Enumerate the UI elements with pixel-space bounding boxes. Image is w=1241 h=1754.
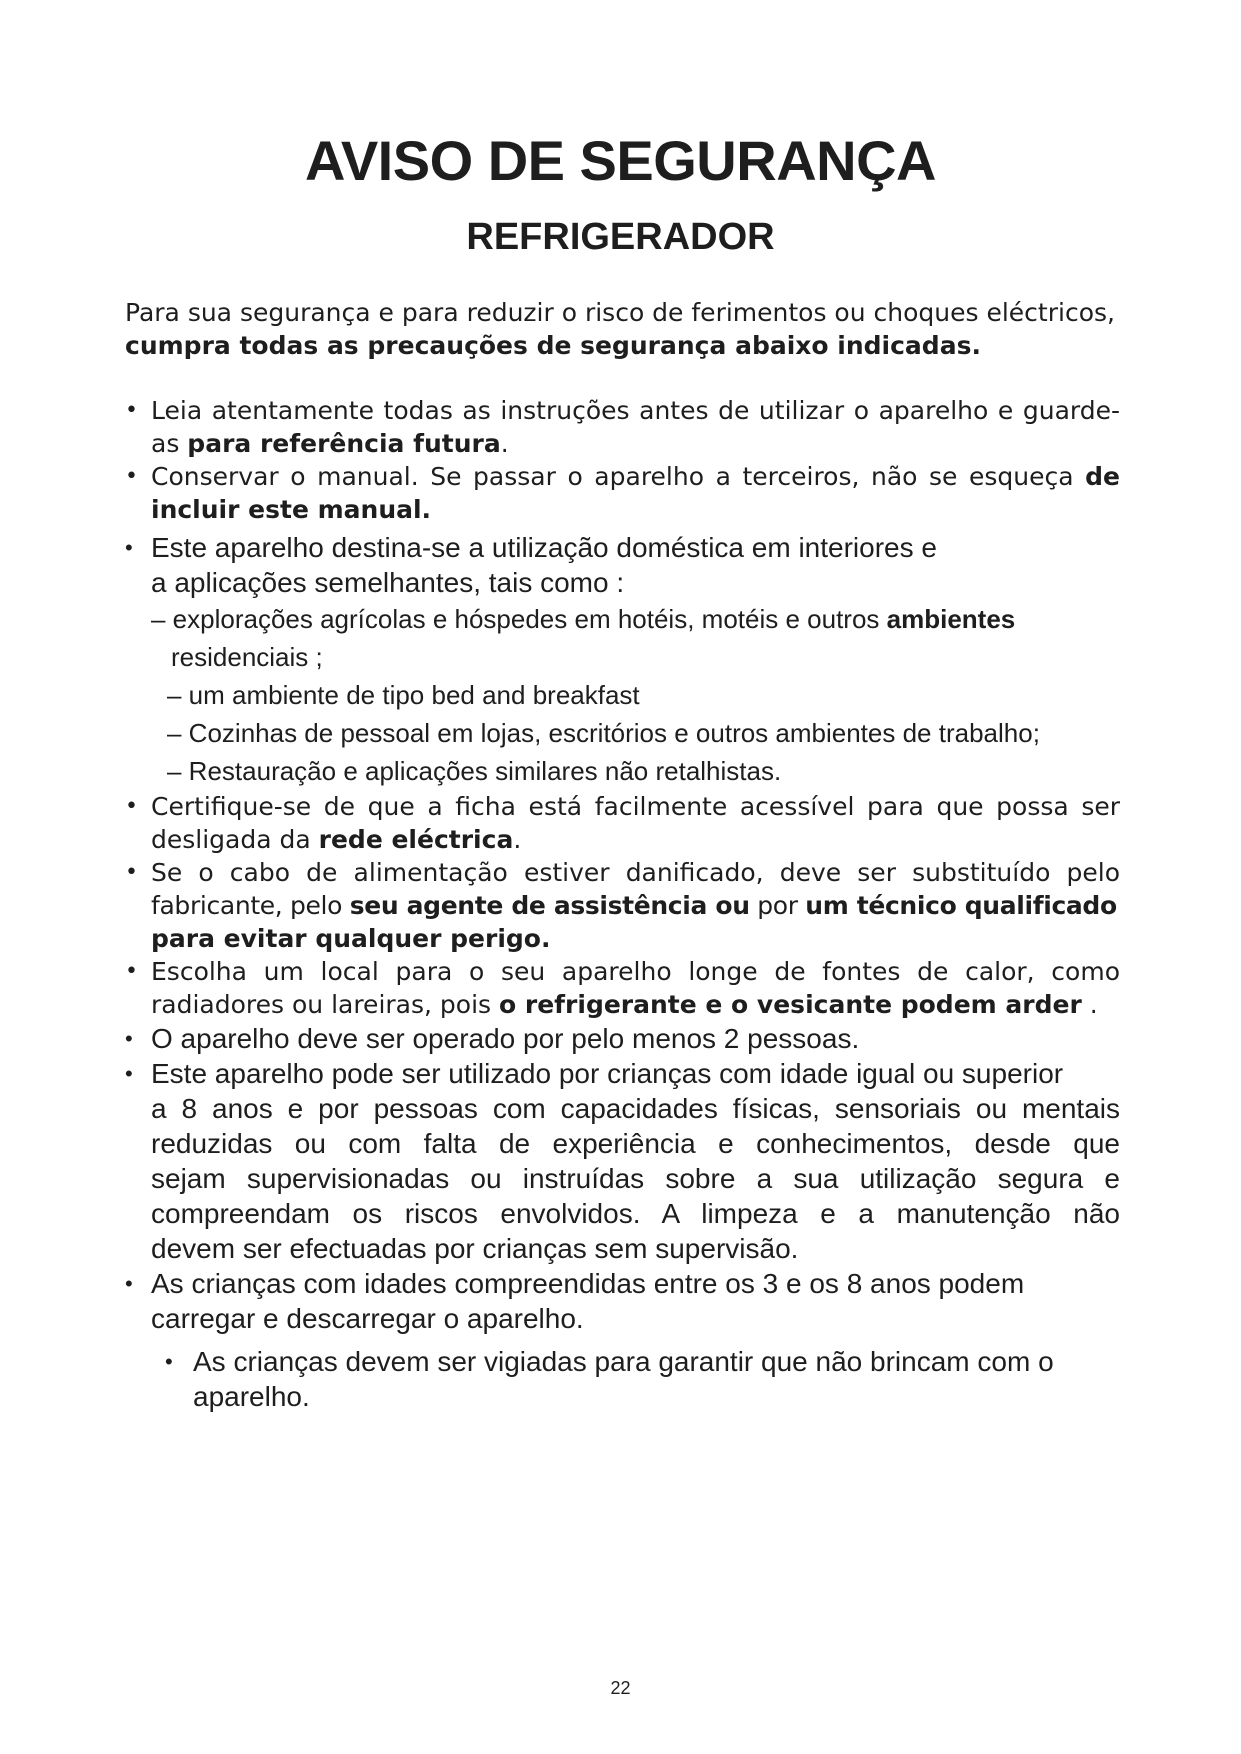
sub-list-item: – explorações agrícolas e hóspedes em hotéis, motéis e outros ambientes [151, 604, 1016, 634]
sub-list-item: – Cozinhas de pessoal em lojas, escritórios e outros ambientes de trabalho; [167, 718, 1040, 748]
sub-list-item-continued: residenciais ; [171, 642, 323, 672]
sub-list [125, 600, 1120, 790]
list-item: • Conservar o manual. Se passar o aparelho a terceiros, não se esqueça de incluir este manual. [125, 462, 1120, 524]
list-item: • Se o cabo de alimentação estiver danificado, deve ser substituído pelo fabricante, pelo seu agente de assistência ou por um técnico qualificado para evitar qualquer perigo. [125, 858, 1120, 953]
bullet-icon: • [125, 959, 138, 984]
sub-list-item: – Restauração e aplicações similares não retalhistas. [167, 756, 782, 786]
safety-list [125, 394, 1120, 1414]
bullet-icon: • [125, 1271, 133, 1296]
page-subtitle: REFRIGERADOR [466, 216, 775, 258]
bullet-icon: • [125, 535, 133, 560]
nested-list-item: • As crianças devem ser vigiadas para garantir que não brincam com o aparelho. [165, 1346, 1054, 1412]
list-item: • As crianças com idades compreendidas entre os 3 e os 8 anos podem carregar e descarregar o aparelho. [125, 1268, 1025, 1334]
bullet-icon: • [125, 1061, 133, 1086]
list-item: • Leia atentamente todas as instruções antes de utilizar o aparelho e guarde- as para referência futura. [125, 396, 1120, 458]
intro-line: Para sua segurança e para reduzir o risco de ferimentos ou choques eléctricos, [125, 298, 1115, 327]
bullet-icon: • [125, 398, 138, 423]
list-item: • Escolha um local para o seu aparelho longe de fontes de calor, como radiadores ou lareiras, pois o refrigerante e o vesicante podem arder . [125, 957, 1120, 1019]
intro-paragraph [125, 296, 1120, 362]
sub-list-item: – um ambiente de tipo bed and breakfast [167, 680, 640, 710]
list-item: • O aparelho deve ser operado por pelo menos 2 pessoas. [125, 1023, 860, 1054]
page-title: AVISO DE SEGURANÇA [305, 129, 936, 192]
bullet-icon: • [165, 1349, 173, 1374]
list-item: • Este aparelho destina-se a utilização doméstica em interiores e a aplicações semelhantes, tais como : [125, 532, 937, 598]
list-item: • Este aparelho pode ser utilizado por crianças com idade igual ou superior a 8 anos e por pessoas com capacidades físicas, sensoriais ou mentais reduzidas ou com falta de experiência e conhecimentos, desde que sejam supervisionadas ou instruídas sobre a sua utilização segura e compreendam os riscos envolvidos. A limpeza e a manutenção não devem ser efectuadas por crianças sem supervisão. [125, 1058, 1120, 1264]
page-number: 22 [610, 1678, 631, 1698]
list-item: • Certifique-se de que a ficha está facilmente acessível para que possa ser desligada da rede eléctrica. [125, 792, 1120, 854]
bullet-icon: • [125, 860, 138, 885]
intro-bold-line: cumpra todas as precauções de segurança abaixo indicadas. [125, 331, 981, 360]
bullet-icon: • [125, 464, 138, 489]
bullet-icon: • [125, 794, 138, 819]
bullet-icon: • [125, 1026, 133, 1051]
